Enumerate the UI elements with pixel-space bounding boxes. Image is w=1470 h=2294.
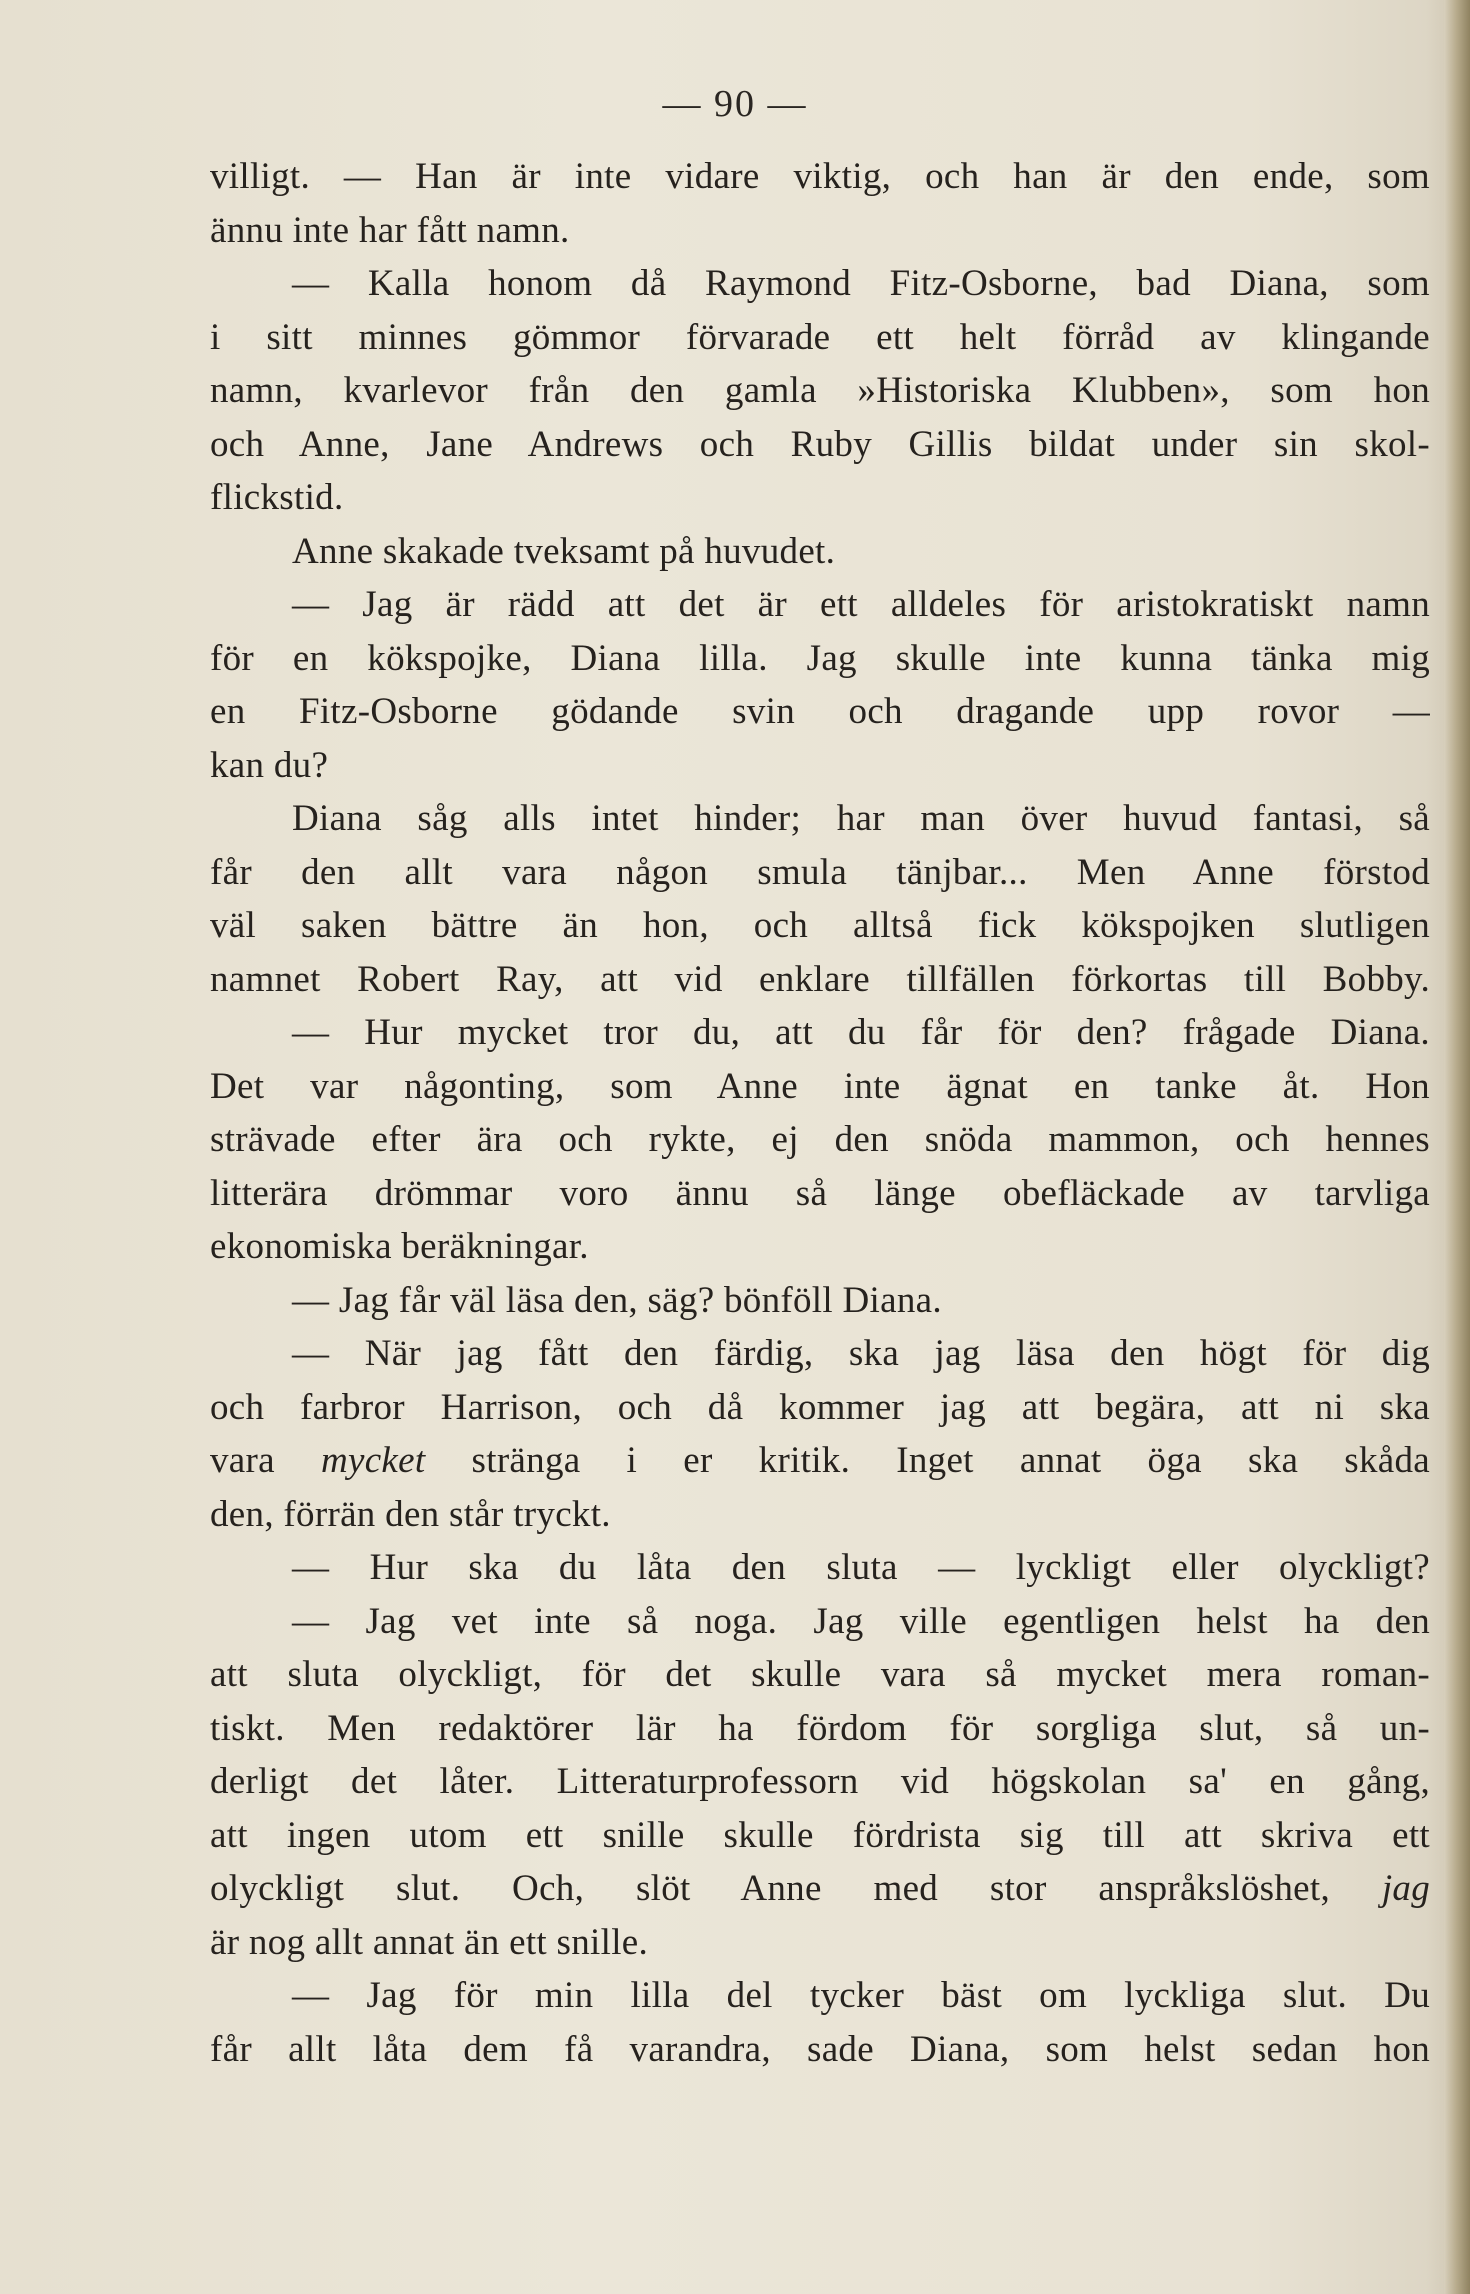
text-line: litterära drömmar voro ännu så länge obefläckade av tarvliga [210,1172,1430,1214]
text-line: tiskt. Men redaktörer lär ha fördom för sorgliga slut, så un- [210,1707,1430,1749]
text-line: den, förrän den står tryckt. [210,1493,611,1535]
emphasized-word: jag [1381,1868,1430,1909]
text-line: kan du? [210,744,329,786]
text-line: Det var någonting, som Anne inte ägnat en tanke åt. Hon [210,1065,1430,1107]
text-line: — Jag för min lilla del tycker bäst om lyckliga slut. Du [292,1975,1430,2016]
text-line: namn, kvarlevor från den gamla »Historiska Klubben», som hon [210,370,1430,411]
text-line [210,1434,1430,1488]
text-line: — Jag får väl läsa den, säg? bönföll Diana. [292,1279,942,1321]
text-line-segment: stränga i er kritik. Inget annat öga ska skåda [425,1440,1430,1481]
text-line: ekonomiska beräkningar. [210,1226,589,1267]
text-line: väl saken bättre än hon, och alltså fick kökspojken slutligen [210,905,1430,946]
text-line: att ingen utom ett snille skulle fördrista sig till att skriva ett [210,1814,1430,1856]
text-line: — Hur mycket tror du, att du får för den? frågade Diana. [292,1012,1430,1053]
text-line: Anne skakade tveksamt på huvudet. [292,530,836,572]
text-line: — Kalla honom då Raymond Fitz-Osborne, bad Diana, som [292,263,1430,304]
page-spine-shadow [1444,0,1470,2294]
text-line: — Hur ska du låta den sluta — lyckligt eller olyckligt? [292,1547,1430,1588]
text-line: namnet Robert Ray, att vid enklare tillfällen förkortas till Bobby. [210,958,1430,1000]
text-line: ännu inte har fått namn. [210,209,570,251]
text-line: att sluta olyckligt, för det skulle vara så mycket mera roman- [210,1654,1430,1695]
text-line: får allt låta dem få varandra, sade Diana, som helst sedan hon [210,2028,1430,2070]
text-line: i sitt minnes gömmor förvarade ett helt förråd av klingande [210,316,1430,358]
text-line: och Anne, Jane Andrews och Ruby Gillis bildat under sin skol- [210,423,1430,465]
text-line: — Jag vet inte så noga. Jag ville egentligen helst ha den [292,1600,1430,1642]
text-line: — När jag fått den färdig, ska jag läsa den högt för dig [292,1333,1430,1374]
emphasized-word: mycket [320,1440,426,1481]
text-line: derligt det låter. Litteraturprofessorn vid högskolan sa' en gång, [210,1761,1430,1802]
body-text [210,150,1430,2076]
text-line: villigt. — Han är inte vidare viktig, och han är den ende, som [210,156,1430,197]
text-line: är nog allt annat än ett snille. [210,1921,649,1963]
page-number: — 90 — [662,83,808,125]
text-line: en Fitz-Osborne gödande svin och dragande upp rovor — [210,691,1430,732]
text-line: får den allt vara någon smula tänjbar... Men Anne förstod [210,851,1430,893]
text-line: strävade efter ära och rykte, ej den snöda mammon, och hennes [210,1119,1430,1160]
text-line-segment: vara [210,1440,321,1481]
text-line [210,1862,1430,1916]
text-line-segment: olyckligt slut. Och, slöt Anne med stor anspråkslöshet, [210,1868,1382,1909]
text-line: och farbror Harrison, och då kommer jag att begära, att ni ska [210,1386,1430,1428]
text-line: för en kökspojke, Diana lilla. Jag skulle inte kunna tänka mig [210,637,1430,679]
text-line: flickstid. [210,477,344,518]
text-line: — Jag är rädd att det är ett alldeles för aristokratiskt namn [292,584,1430,625]
text-line: Diana såg alls intet hinder; har man över huvud fantasi, så [292,798,1430,839]
